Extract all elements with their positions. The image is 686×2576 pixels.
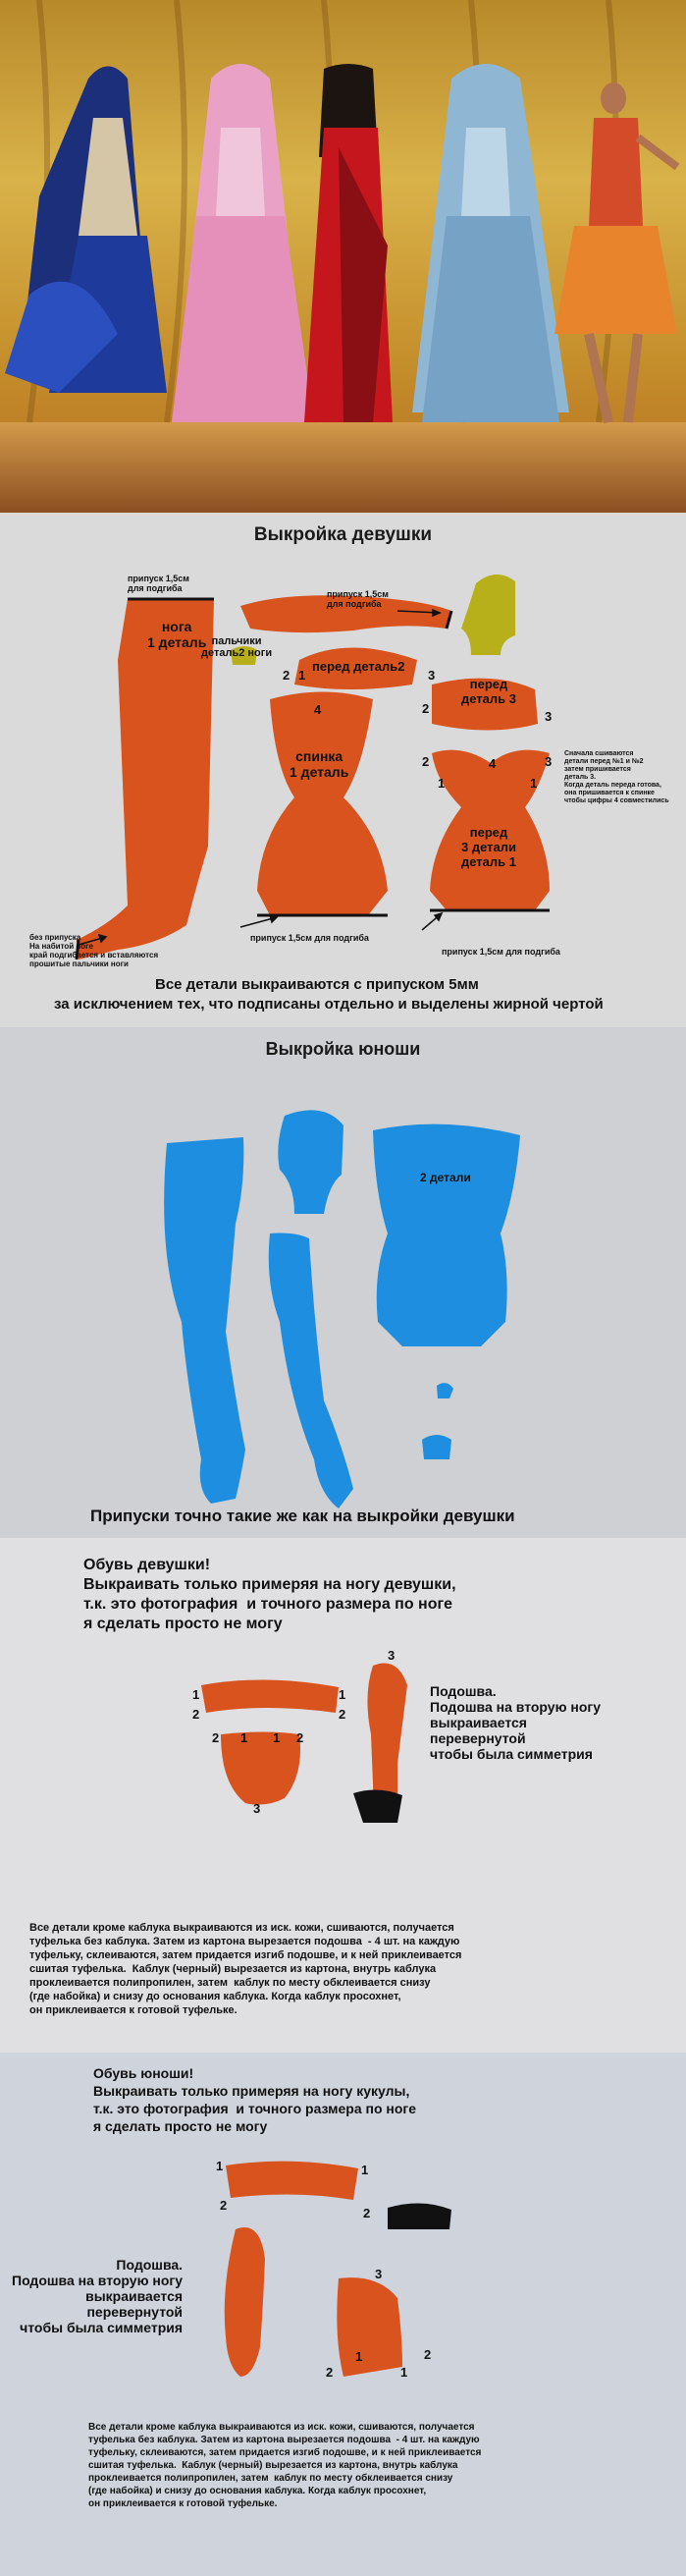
toe-cap-piece: [221, 1732, 300, 1805]
num-label: 2: [192, 1707, 200, 1722]
num-label: 2: [220, 2198, 228, 2213]
boy-shoe-panel: [0, 2053, 686, 2576]
doll-light-blue: [412, 64, 569, 422]
shoe-upper-piece: [201, 1679, 339, 1713]
back-label: спинка 1 деталь: [290, 748, 349, 780]
doll-dancer: [554, 82, 677, 422]
girl-pattern-title: Выкройка девушки: [253, 524, 433, 545]
no-seam-note: без припуска На набитой ноге край подгибается и вставляются прошитые пальчики ноги: [29, 933, 159, 968]
seam-bottom-2: припуск 1,5см для подгиба: [442, 947, 560, 957]
num-label: 1: [530, 776, 538, 791]
doll-photo: [0, 0, 686, 513]
num-label: 3: [375, 2267, 383, 2281]
fingers-label: пальчики деталь2 ноги: [201, 635, 273, 659]
leg-piece: [77, 599, 214, 959]
num-label: 1: [298, 668, 306, 683]
boy-arm-piece: [269, 1233, 353, 1508]
boy-sole-piece: [225, 2227, 265, 2377]
num-label: 3: [545, 709, 553, 724]
num-label: 3: [253, 1801, 261, 1816]
footer-girl-2: за исключением тех, что подписаны отдельно и выделены жирной чертой: [54, 996, 604, 1013]
doll-red: [304, 64, 393, 422]
assembly-note: Сначала сшиваются детали перед №1 и №2 затем пришивается деталь 3. Когда деталь переда готова, она пришивается к спинке чтобы цифры 4 совместились: [564, 750, 669, 804]
num-label: 1: [438, 776, 446, 791]
two-parts-label: 2 детали: [420, 1171, 471, 1184]
num-label: 3: [545, 754, 553, 769]
num-label: 1: [192, 1687, 200, 1702]
front2-label: перед деталь2: [312, 659, 405, 674]
boy-leg-piece: [164, 1137, 245, 1504]
num-label: 2: [424, 2347, 432, 2362]
boy-pattern-title: Выкройка юноши: [265, 1039, 421, 1059]
boy-shoe-heading: Обувь юноши! Выкраивать только примеряя на ногу кукулы, т.к. это фотография и точного размера по ноге я сделать просто не могу: [93, 2065, 417, 2134]
num-label: 1: [273, 1730, 281, 1745]
num-label: 2: [422, 701, 430, 716]
boy-pattern-panel: [0, 1027, 686, 1538]
num-label: 2: [212, 1730, 220, 1745]
num-label: 2: [363, 2206, 371, 2220]
doll-pink: [172, 64, 314, 422]
footer-girl-1: Все детали выкраиваются с припуском 5мм: [155, 976, 479, 993]
boy-heel-piece: [388, 2203, 451, 2229]
num-label: 1: [400, 2365, 408, 2380]
girl-pattern-panel: [0, 513, 686, 1027]
num-label: 1: [216, 2159, 224, 2173]
num-label: 1: [240, 1730, 248, 1745]
girl-shoe-panel: [0, 1538, 686, 2053]
boy-shoe-upper-piece: [226, 2162, 358, 2200]
heel-piece: [353, 1789, 402, 1823]
doll-photo-illustration: [0, 0, 686, 513]
seam-arm: припуск 1,5см для подгиба: [327, 589, 389, 609]
num-label: 4: [314, 702, 322, 717]
back-piece: [257, 692, 388, 916]
num-label: 2: [296, 1730, 304, 1745]
boy-footer: Припуски точно такие же как на выкройки девушки: [90, 1507, 515, 1525]
num-label: 3: [388, 1648, 396, 1663]
num-label: 2: [283, 668, 290, 683]
num-label: 4: [489, 756, 497, 771]
leg-label: нога 1 деталь: [147, 619, 207, 650]
boy-sole-label: Подошва. Подошва на вторую ногу выкраивается перевернутой чтобы была симметрия: [12, 2257, 184, 2335]
num-label: 2: [422, 754, 430, 769]
boy-head-piece: [278, 1110, 343, 1214]
head-piece: [461, 575, 515, 655]
num-label: 1: [339, 1687, 346, 1702]
boy-torso-piece: [373, 1124, 520, 1346]
seam-bottom-1: припуск 1,5см для подгиба: [250, 933, 369, 943]
num-label: 1: [355, 2349, 363, 2364]
boy-shoe-body: Все детали кроме каблука выкраиваются из иск. кожи, сшиваются, получается туфелька без каблука. Затем из картона вырезается подошва - 4 шт. на каждую туфельку, склеиваются, затем придается изгиб подошве, и к ней приклеивается сшитая туфелька. Каблук (черный) вырезается из картона, внутрь каблука проклеивается полипропилен, затем каблук по месту обклеивается снизу (где набойка) и снизу до основания каблука. Когда каблук просохнет, он приклеивается к готовой туфельке.: [88, 2422, 482, 2509]
seam-top-leg: припуск 1,5см для подгиба: [128, 574, 189, 593]
num-label: 1: [361, 2163, 369, 2177]
boy-pattern-shapes: [0, 1027, 686, 1538]
num-label: 3: [428, 668, 436, 683]
num-label: 2: [326, 2365, 334, 2380]
girl-sole-label: Подошва. Подошва на вторую ногу выкраивается перевернутой чтобы была симметрия: [430, 1683, 602, 1762]
front1-label: перед 3 детали деталь 1: [461, 825, 516, 869]
boy-small-piece: [437, 1383, 453, 1398]
girl-shoe-body: Все детали кроме каблука выкраиваются из иск. кожи, сшиваются, получается туфелька без каблука. Затем из картона вырезается подошва - 4 шт. на каждую туфельку, склеиваются, затем придается изгиб подошве, и к ней приклеивается сшитая туфелька. Каблук (черный) вырезается из картона, внутрь каблука проклеивается полипропилен, затем каблук по месту обклеивается снизу (где набойка) и снизу до основания каблука. Когда каблук просохнет, он приклеивается к готовой туфельке.: [29, 1922, 462, 2016]
doll-blue-dark: [5, 67, 167, 394]
front3-label: перед деталь 3: [461, 677, 516, 706]
num-label: 2: [339, 1707, 346, 1722]
boy-toe-cap-piece: [337, 2277, 402, 2377]
girl-shoe-heading: Обувь девушки! Выкраивать только примеряя на ногу девушки, т.к. это фотография и точного размера по ноге я сделать просто не могу: [83, 1557, 456, 1632]
boy-small-piece: [422, 1435, 451, 1459]
